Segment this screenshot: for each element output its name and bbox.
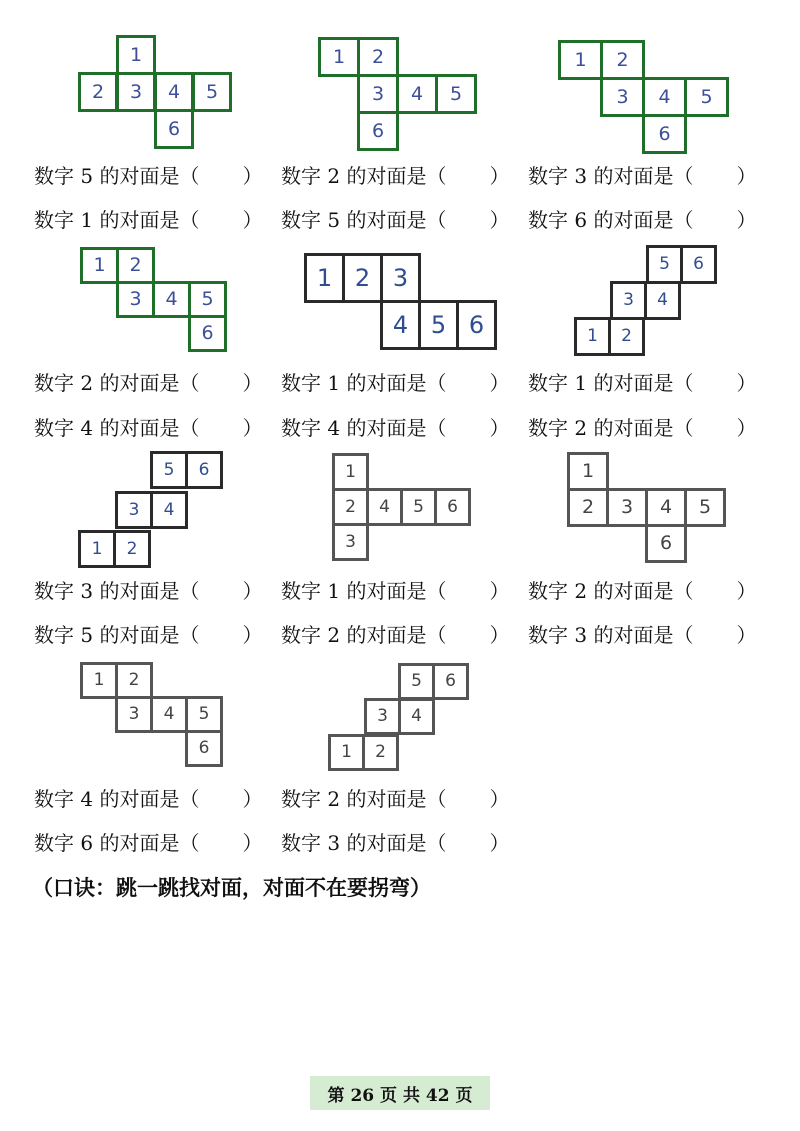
close-paren: ） [242,787,263,811]
net-cell: 1 [332,453,369,491]
net-cell: 1 [328,734,365,771]
close-paren: ） [736,371,757,395]
question-text: 数字 1 的对面是（ [34,208,200,232]
net-cell: 6 [357,111,399,151]
question-line [281,829,509,857]
question-line [34,369,262,397]
net-cell: 3 [115,696,153,733]
net-cell: 2 [78,72,118,112]
net-cell: 3 [115,491,153,529]
net-cell: 6 [188,315,227,352]
net-cell: 5 [418,300,459,350]
question-text: 数字 5 的对面是（ [34,623,200,647]
close-paren: ） [736,164,757,188]
close-paren: ） [242,623,263,647]
net-cell: 2 [113,530,151,568]
net-cell: 5 [398,663,435,700]
close-paren: ） [736,208,757,232]
question-line [281,621,509,649]
close-paren: ） [489,579,510,603]
net-cell: 3 [357,74,399,114]
question-line [34,162,262,190]
question-text: 数字 3 的对面是（ [528,164,694,188]
close-paren: ） [736,416,757,440]
question-text: 数字 1 的对面是（ [281,579,447,603]
question-text: 数字 3 的对面是（ [528,623,694,647]
close-paren: ） [489,371,510,395]
net-cell: 2 [332,488,369,526]
net-cell: 6 [154,109,194,149]
net-cell: 6 [642,114,687,154]
net-cell: 4 [644,281,681,320]
net-cell: 3 [610,281,647,320]
question-line [281,369,509,397]
net-cell: 6 [680,245,717,284]
question-text: 数字 4 的对面是（ [34,416,200,440]
net-cell: 5 [435,74,477,114]
question-text: 数字 3 的对面是（ [281,831,447,855]
net-cell: 4 [152,281,191,318]
net-cell: 4 [380,300,421,350]
net-cell: 5 [684,488,726,527]
mnemonic-rhyme: （口诀：跳一跳找对面，对面不在要拐弯） [32,876,431,900]
question-line [528,577,756,605]
net-cell: 4 [398,698,435,735]
question-text: 数字 1 的对面是（ [281,371,447,395]
question-text: 数字 2 的对面是（ [281,787,447,811]
net-cell: 6 [185,451,223,489]
net-cell: 5 [185,696,223,733]
net-cell: 1 [318,37,360,77]
close-paren: ） [489,623,510,647]
net-cell: 1 [574,317,611,356]
close-paren: ） [489,164,510,188]
question-text: 数字 2 的对面是（ [34,371,200,395]
question-line [281,414,509,442]
close-paren: ） [242,371,263,395]
close-paren: ） [736,579,757,603]
close-paren: ） [489,416,510,440]
question-line [528,369,756,397]
question-text: 数字 2 的对面是（ [528,579,694,603]
question-text: 数字 5 的对面是（ [281,208,447,232]
net-cell: 3 [332,523,369,561]
net-cell: 2 [342,253,383,303]
question-text: 数字 1 的对面是（ [528,371,694,395]
close-paren: ） [242,164,263,188]
question-line [34,414,262,442]
net-cell: 5 [192,72,232,112]
net-cell: 2 [567,488,609,527]
question-text: 数字 4 的对面是（ [281,416,447,440]
net-cell: 1 [567,452,609,491]
net-cell: 6 [456,300,497,350]
question-line [281,577,509,605]
net-cell: 3 [116,281,155,318]
question-line [281,162,509,190]
net-cell: 5 [188,281,227,318]
net-cell: 4 [396,74,438,114]
net-cell: 2 [115,662,153,699]
question-line [528,162,756,190]
net-cell: 4 [642,77,687,117]
net-cell: 4 [645,488,687,527]
net-cell: 1 [78,530,116,568]
question-text: 数字 6 的对面是（ [34,831,200,855]
question-line [34,621,262,649]
question-text: 数字 6 的对面是（ [528,208,694,232]
question-line [528,414,756,442]
close-paren: ） [242,579,263,603]
close-paren: ） [242,208,263,232]
question-line [34,829,262,857]
question-line [528,206,756,234]
net-cell: 3 [116,72,156,112]
net-cell: 2 [357,37,399,77]
question-line [281,785,509,813]
net-cell: 4 [150,491,188,529]
net-cell: 3 [600,77,645,117]
net-cell: 4 [150,696,188,733]
question-line [34,577,262,605]
net-cell: 4 [154,72,194,112]
close-paren: ） [242,416,263,440]
question-text: 数字 3 的对面是（ [34,579,200,603]
net-cell: 6 [185,730,223,767]
question-line [281,206,509,234]
question-line [34,206,262,234]
net-cell: 3 [606,488,648,527]
close-paren: ） [736,623,757,647]
net-cell: 6 [432,663,469,700]
net-cell: 2 [362,734,399,771]
net-cell: 5 [150,451,188,489]
close-paren: ） [242,831,263,855]
net-cell: 1 [304,253,345,303]
net-cell: 1 [80,247,119,284]
net-cell: 1 [558,40,603,80]
question-line [34,785,262,813]
net-cell: 2 [600,40,645,80]
question-text: 数字 5 的对面是（ [34,164,200,188]
net-cell: 6 [645,524,687,563]
net-cell: 2 [116,247,155,284]
net-cell: 3 [380,253,421,303]
question-text: 数字 2 的对面是（ [281,623,447,647]
question-text: 数字 2 的对面是（ [281,164,447,188]
net-cell: 1 [116,35,156,75]
page-footer: 第 26 页 共 42 页 [310,1076,490,1110]
net-cell: 5 [400,488,437,526]
question-text: 数字 4 的对面是（ [34,787,200,811]
net-cell: 1 [80,662,118,699]
net-cell: 3 [364,698,401,735]
net-cell: 4 [366,488,403,526]
net-cell: 5 [646,245,683,284]
close-paren: ） [489,208,510,232]
question-text: 数字 2 的对面是（ [528,416,694,440]
close-paren: ） [489,831,510,855]
net-cell: 5 [684,77,729,117]
net-cell: 2 [608,317,645,356]
question-line [528,621,756,649]
close-paren: ） [489,787,510,811]
net-cell: 6 [434,488,471,526]
